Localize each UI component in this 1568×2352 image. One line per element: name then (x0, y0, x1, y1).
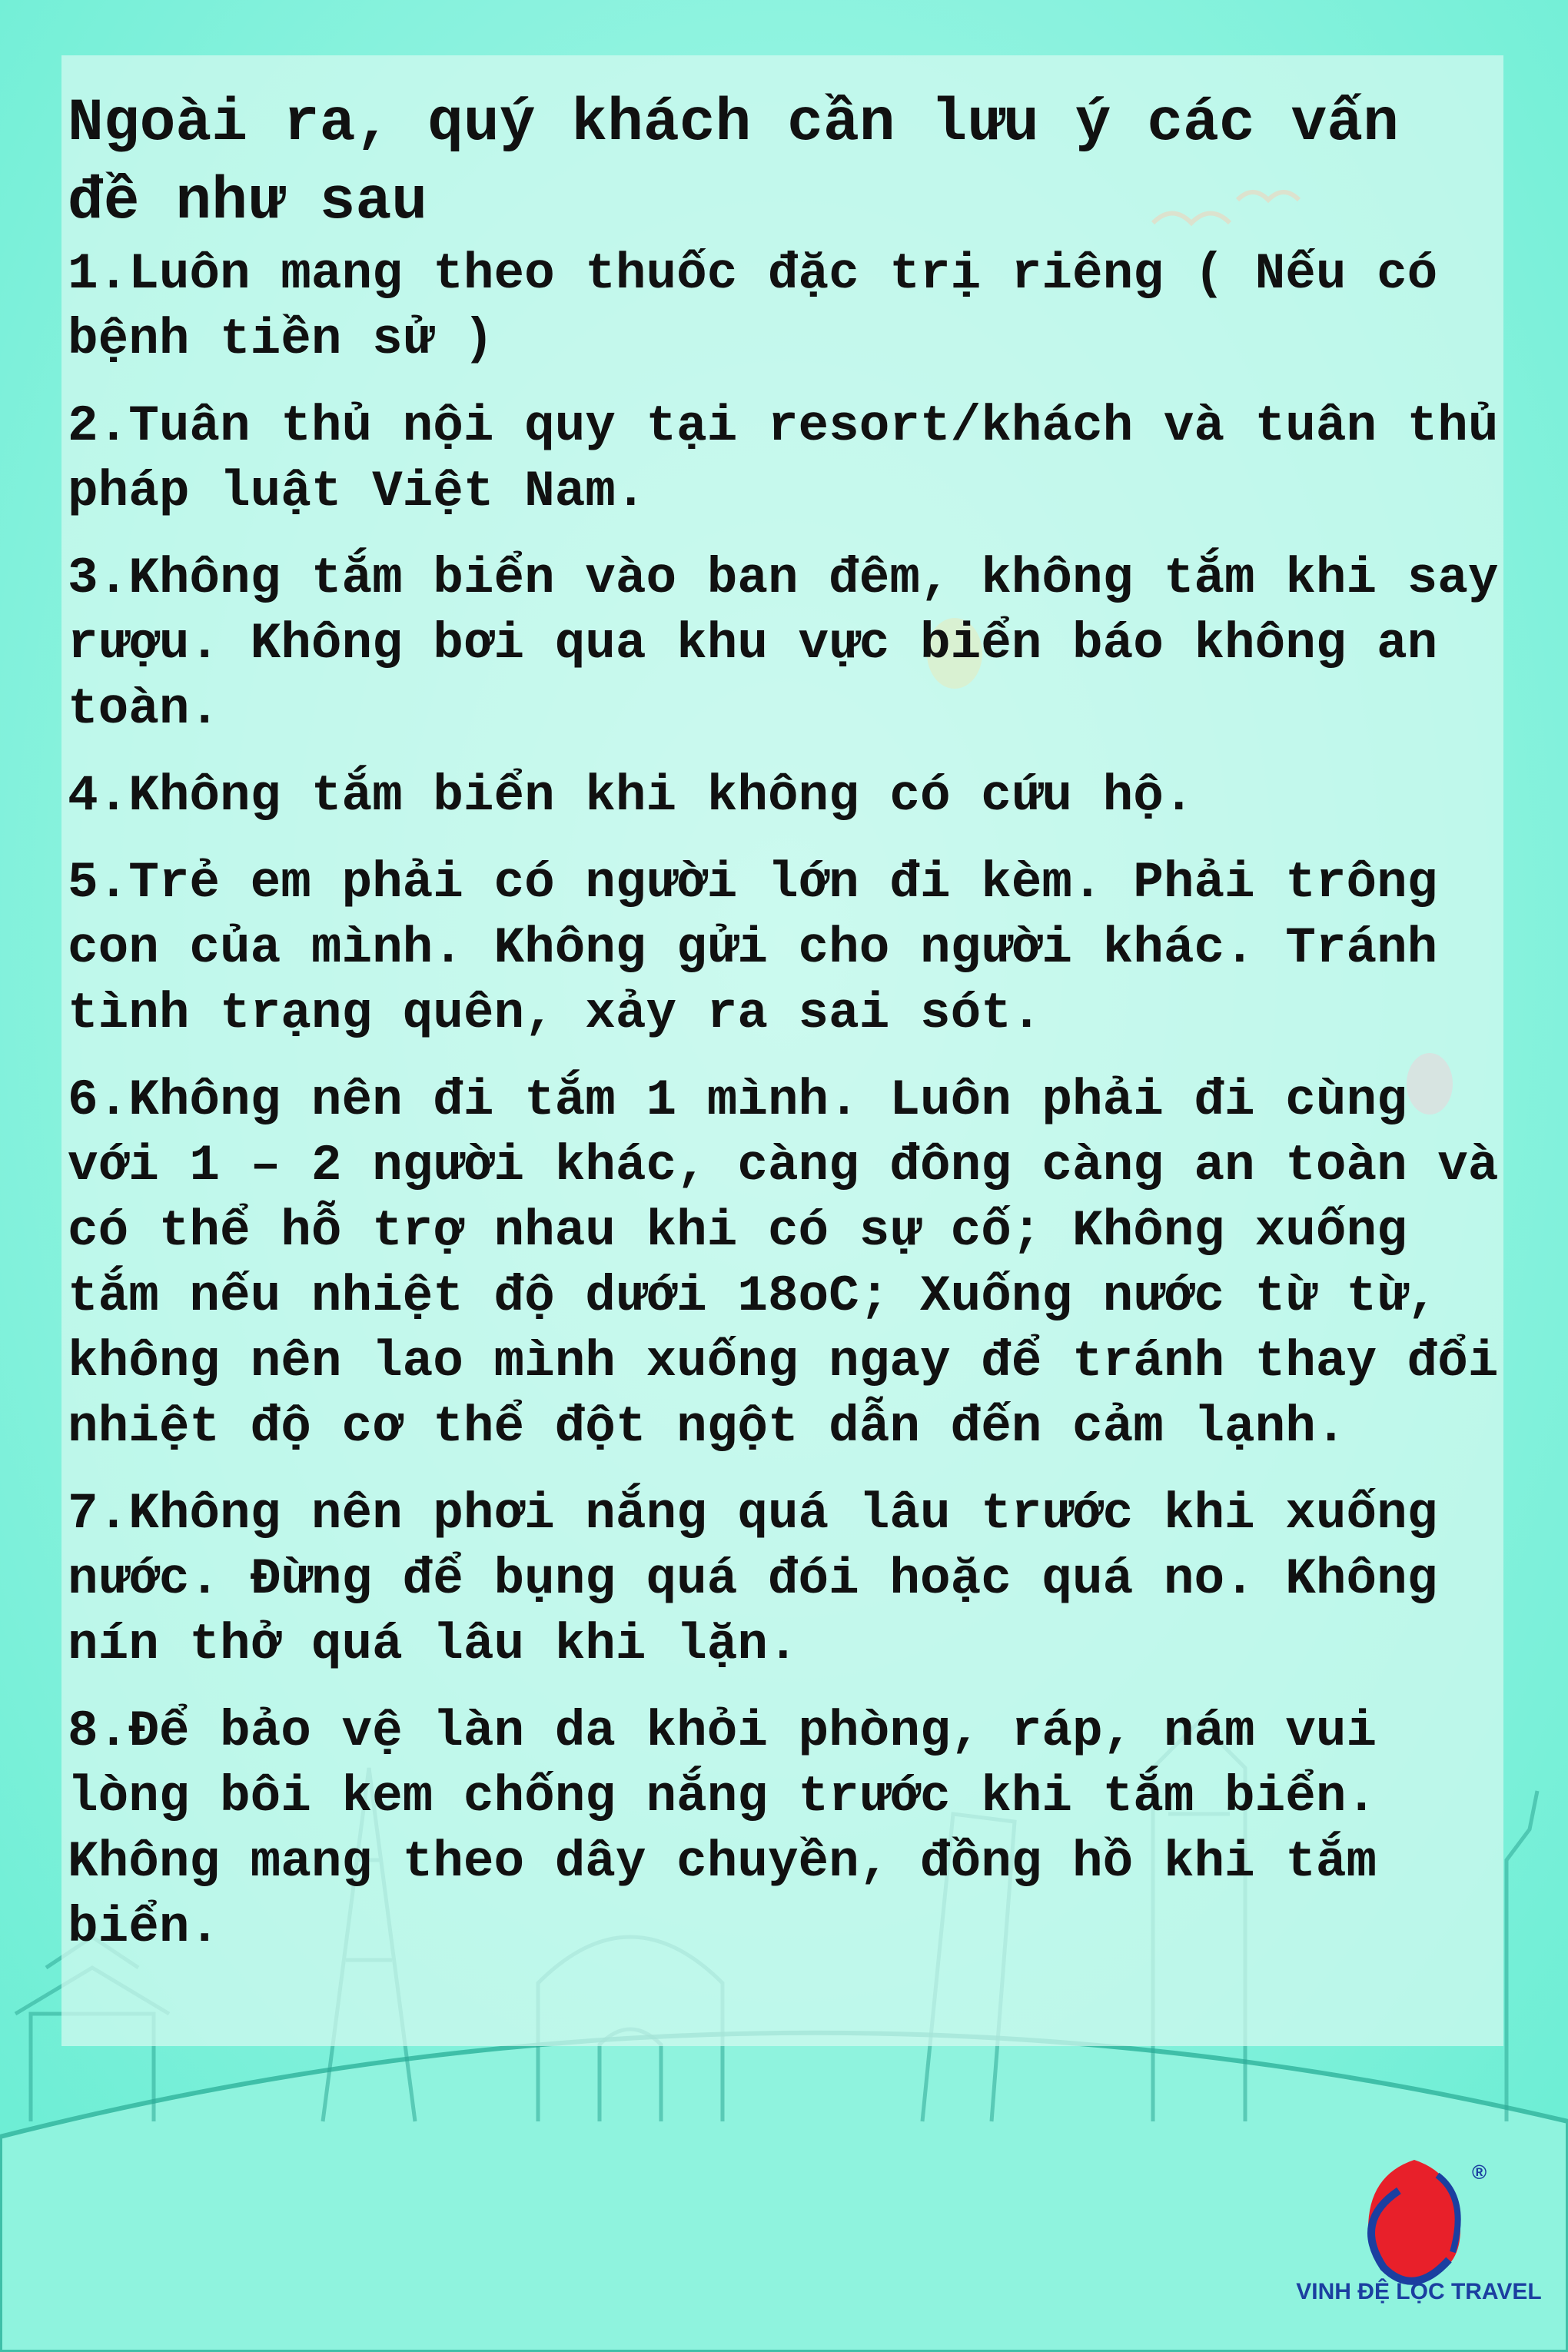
list-item: 3.Không tắm biển vào ban đêm, không tắm khi say rượu. Không bơi qua khu vực biển báo không an toàn. (68, 550, 1499, 738)
list-item: 8.Để bảo vệ làn da khỏi phòng, ráp, nám vui lòng bôi kem chống nắng trước khi tắm biển. Không mang theo dây chuyền, đồng hồ khi tắm biển. (68, 1703, 1377, 1956)
list-item: 6.Không nên đi tắm 1 mình. Luôn phải đi cùng với 1 – 2 người khác, càng đông càng an toàn và có thể hỗ trợ nhau khi có sự cố; Không xuống tắm nếu nhiệt độ dưới 18oC; Xuống nước từ từ, không nên lao mình xuống ngay để tránh thay đổi nhiệt độ cơ thể đột ngột dẫn đến cảm lạnh. (68, 1071, 1499, 1456)
content-panel (61, 55, 1503, 2046)
list-item: 1.Luôn mang theo thuốc đặc trị riêng ( Nếu có bệnh tiền sử ) (68, 245, 1438, 368)
list-item: 2.Tuân thủ nội quy tại resort/khách và tuân thủ pháp luật Việt Nam. (68, 397, 1499, 520)
registered-mark: ® (1472, 2161, 1487, 2184)
list-item: 7.Không nên phơi nắng quá lâu trước khi xuống nước. Đừng để bụng quá đói hoặc quá no. Không nín thở quá lâu khi lặn. (68, 1485, 1438, 1673)
list-item: 5.Trẻ em phải có người lớn đi kèm. Phải trông con của mình. Không gửi cho người khác. Tránh tình trạng quên, xảy ra sai sót. (68, 854, 1438, 1042)
brand-name: VINH ĐỆ LỘC TRAVEL (1296, 2279, 1542, 2304)
list-item: 4.Không tắm biển khi không có cứu hộ. (68, 767, 1194, 825)
page-title: Ngoài ra, quý khách cần lưu ý các vấn đề như sau (68, 90, 1399, 236)
